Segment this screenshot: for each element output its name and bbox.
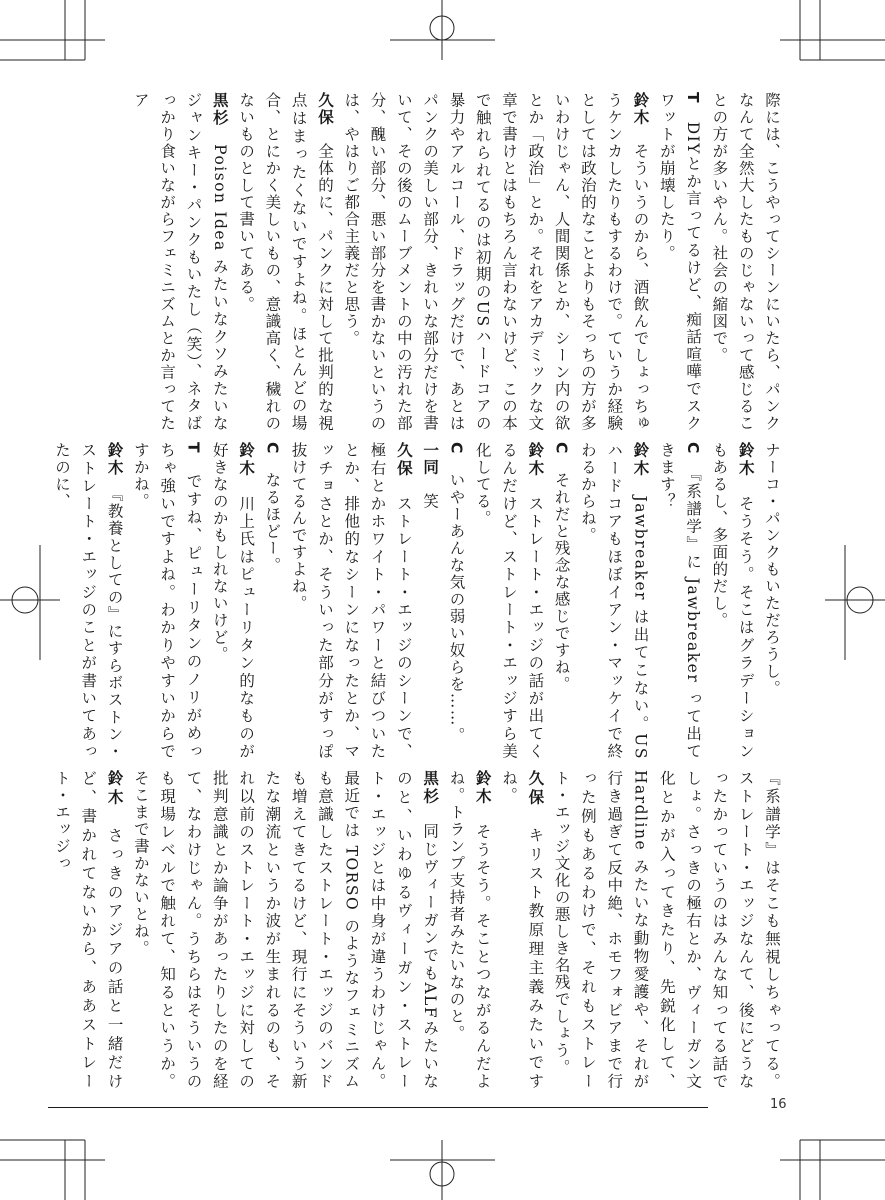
paragraph: 一同 笑 [421, 442, 440, 510]
speaker-name: T [184, 442, 203, 474]
speaker-name: 鈴木 [105, 442, 124, 494]
speaker-name: 一同 [421, 442, 440, 493]
paragraph: 久保 全体的に、パンクに対して批判的な視点はまったくないですよね。ほとんどの場合、とにかく美しいもの、意識高く、穢れのないものとして書いてある。 [237, 92, 334, 432]
paragraph: 黒杉 同じヴィーガンでもALFみたいなのと、いわゆるヴィーガン・ストレート・エッジとは中身が違うわけじゃん。最近では TORSO のようなフェミニズムも意識したストレート・エッジのバンドも増えてきてるけど、現行にそういう新たな潮流というか波が生まれるのも、それ以前のストレート・エッジに対しての批判意識とか論争があったりしたのを経て、なわけじゃん。うちらはそういうのも現場レベルで触れて、知るというか。そこまで書かないとね。 [131, 770, 440, 1090]
speaker-name: 鈴木 [473, 770, 492, 824]
paragraph: ナーコ・パンクもいただろうし。 [763, 442, 781, 697]
paragraph: 鈴木 そうそう。そことつながるんだよね。トランプ支持者みたいなのと。 [447, 770, 492, 1091]
paragraph: 鈴木 ストレート・エッジの話が出てくるんだけど、ストレート・エッジすら美化してる。 [473, 442, 545, 761]
speaker-name: C [447, 442, 466, 472]
paragraph: C 『系譜学』に Jawbreaker って出てきます？ [657, 442, 703, 760]
text-tier-bottom [52, 770, 785, 1091]
paragraph: 鈴木 さっきのアジアの話と一緒だけど、書かれてないから、ああストレート・エッジっ [52, 770, 124, 1090]
speaker-name: C [552, 442, 571, 472]
speaker-name: 黒杉 [210, 92, 229, 145]
speaker-name: 鈴木 [105, 770, 124, 827]
paragraph: C いやーあんな気の弱い奴らを……。 [447, 442, 466, 744]
paragraph: 鈴木 そういうのから、酒飲んでしょっちゅうケンカしたりもするわけで。ていうか経験としては政治的なことよりもそっちの方が多いわけじゃん、人間関係とか、シーン内の欲とか「政治」とか。それをアカデミックな文章で書けとはもちろん言わないけど、この本で触れられてるのは初期のUSハードコアの暴力やアルコール、ドラッグだけで、あとはパンクの美しい部分、きれいな部分だけを書いて、その後のムーブメントの中の汚れた部分、醜い部分、悪い部分を書かないというのは、やはりご都合主義だと思う。 [342, 92, 650, 432]
paragraph: C なるほどー。 [263, 442, 282, 574]
text-tier-top [120, 92, 785, 432]
speaker-name: T [684, 92, 703, 122]
speaker-name: 鈴木 [631, 442, 650, 496]
speaker-name: C [263, 442, 282, 472]
footer-rule [48, 1107, 708, 1108]
speaker-name: 久保 [315, 92, 334, 143]
paragraph: 鈴木 そうそう。そこはグラデーションもあるし、多面的だし。 [710, 442, 755, 761]
speaker-name: 鈴木 [526, 442, 545, 496]
speaker-name: 鈴木 [631, 92, 650, 143]
page-number: 16 [770, 1097, 787, 1112]
speaker-name: 久保 [394, 442, 413, 496]
paragraph: 『系譜学』はそこも無視しちゃってる。ストレート・エッジなんて、後にどうなったかっていうのはみんな知ってる話でしょ。さっきの極右とか、ヴィーガン文化とかが入ってきたり、先鋭化して、Hardline みたいな動物愛護や、それが行き過ぎて反中絶、ホモフォビアまで行った例もあるわけで、それもストレート・エッジ文化の悪しき名残でしょう。 [552, 770, 781, 1090]
speaker-name: C [684, 442, 703, 474]
paragraph: T DIYとか言ってるけど、痴話喧嘩でスクワットが崩壊したり。 [657, 92, 703, 432]
paragraph: 鈴木 『教養としての』にすらボストン・ストレート・エッジのことが書いてあったのに、 [52, 442, 124, 761]
speaker-name: 久保 [526, 770, 545, 827]
paragraph: C それだと残念な感じですね。 [552, 442, 571, 693]
paragraph: 鈴木 川上氏はピューリタン的なものが好きなのかもしれないけど。 [210, 442, 256, 761]
text-tier-middle [52, 442, 785, 761]
paragraph: 久保 キリスト教原理主義みたいですね。 [500, 770, 545, 1090]
paragraph: 際には、こうやってシーンにいたら、パンクなんて全然大したものじゃないって感じることの方が多いやん。社会の縮図で。 [710, 92, 781, 432]
speaker-name: 黒杉 [421, 770, 440, 824]
paragraph: 鈴木 Jawbreaker は出てこない。USハードコアもほぼイアン・マッケイで終わるからね。 [578, 442, 650, 760]
speaker-name: 鈴木 [237, 442, 256, 496]
paragraph: T ですね、ピューリタンのノリがめっちゃ強いですよね。わかりやすいからですかね。 [131, 442, 203, 761]
speaker-name: 鈴木 [736, 442, 755, 496]
paragraph: 久保 ストレート・エッジのシーンで、極右とかホワイト・パワーと結びついたとか、排他的なシーンになったとか、マッチョさとか、そういった部分がすっぽ抜けてるんですよね。 [289, 442, 413, 761]
paragraph: 黒杉 Poison Idea みたいなクソみたいなジャンキー・パンクもいたし（笑）、ネタばっかり食いながらフェミニズムとか言ってたア [131, 92, 229, 433]
